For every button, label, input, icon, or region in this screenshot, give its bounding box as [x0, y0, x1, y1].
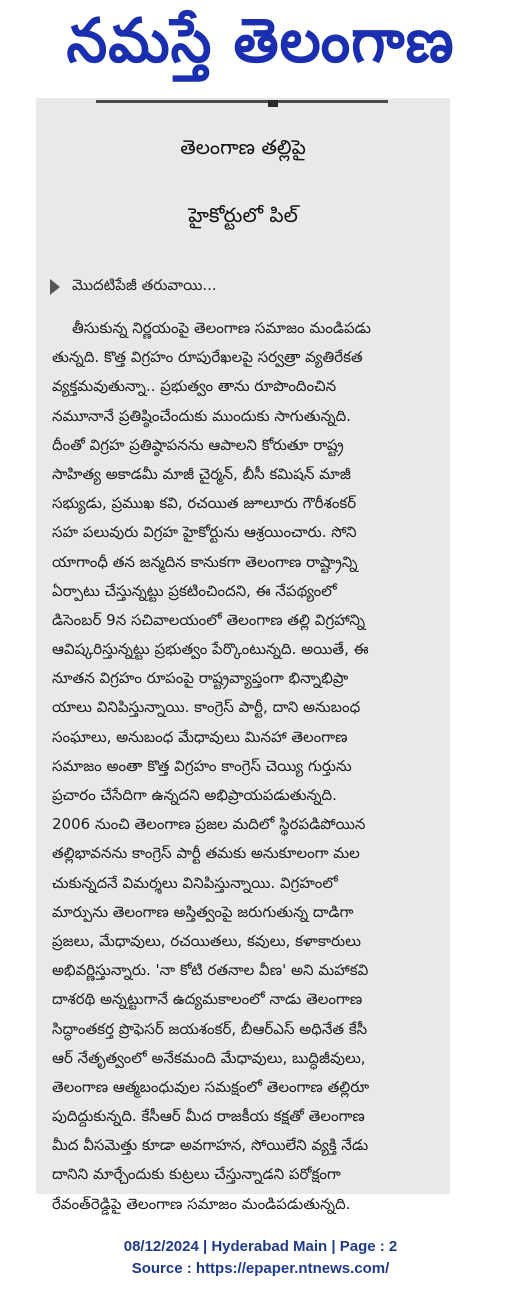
body-line: ప్రచారం చేసేదిగా ఉన్నదని అభిప్రాయపడుతున్నది. — [52, 786, 337, 804]
headline-line-2: హైకోర్టులో పిల్ — [188, 203, 298, 227]
body-line: సిద్ధాంతకర్త ప్రొఫెసర్ జయశంకర్, బీఆర్ఎస్ అధినేత కేసీ — [52, 1019, 368, 1038]
edition-info: 08/12/2024 | Hyderabad Main | Page : 2 — [123, 1238, 398, 1255]
body-line: దీంతో విగ్రహ ప్రతిష్ఠాపనను ఆపాలని కోరుతూ రాష్ట్ర — [52, 435, 344, 454]
source-link[interactable]: Source : https://epaper.ntnews.com/ — [131, 1260, 390, 1277]
article-headline — [36, 112, 450, 248]
body-line: సభ్యుడు, ప్రముఖ కవి, రచయిత జూలూరు గౌరీశంకర్ — [52, 494, 357, 513]
body-line: తున్నది. కొత్త విగ్రహం రూపురేఖలపై సర్వత్రా వ్యతిరేకత — [52, 348, 363, 367]
body-line: రేవంత్‌రెడ్డిపై తెలంగాణ సమాజం మండిపడుతున్నది. — [52, 1194, 351, 1213]
body-line: నూతన విగ్రహం రూపంపై రాష్ట్రవ్యాప్తంగా భిన్నాభిప్రా — [52, 669, 349, 688]
body-line: సహ పలువురు విగ్రహ హైకోర్టును ఆశ్రయించారు. సోని — [52, 523, 357, 542]
article-clipping — [36, 98, 450, 1213]
arrow-right-icon — [50, 279, 60, 295]
body-line: సాహిత్య అకాడమీ మాజీ చైర్మన్, బీసీ కమిషన్ మాజీ — [52, 464, 351, 483]
body-line: నమూనానే ప్రతిష్ఠించేందుకు ముందుకు సాగుతున్నది. — [52, 406, 351, 425]
body-line: సంఘాలు, అనుబంధ మేధావులు మినహా తెలంగాణ — [52, 727, 348, 746]
divider-line — [96, 100, 388, 103]
body-line: చుకున్నదనే విమర్శలు వినిపిస్తున్నాయి. విగ్రహంలో — [52, 873, 338, 892]
body-line: తీసుకున్న నిర్ణయంపై తెలంగాణ సమాజం మండిపడు — [72, 319, 371, 337]
body-line: సమాజం అంతా కొత్త విగ్రహం కాంగ్రెస్ చెయ్యి గుర్తును — [52, 756, 352, 775]
body-line: యాలు వినిపిస్తున్నాయి. కాంగ్రెస్ పార్టీ, దాని అనుబంధ — [52, 698, 361, 717]
continuation-label: మొదటిపేజీ తరువాయి... — [72, 276, 217, 294]
body-line: దాశరథి అన్నట్టుగానే ఉద్యమకాలంలో నాడు తెలంగాణ — [52, 990, 363, 1009]
article-body — [52, 314, 444, 1219]
body-line: 2006 నుంచి తెలంగాణ ప్రజల మదిలో స్థిరపడిపోయిన — [52, 815, 366, 834]
masthead — [0, 0, 521, 96]
body-line: మార్పును తెలంగాణ అస్తిత్వంపై జరుగుతున్న దాడిగా — [52, 902, 354, 921]
newspaper-logo: నమస్తే తెలంగాణ — [66, 4, 455, 76]
body-line: తెలంగాణ ఆత్మబంధువుల సమక్షంలో తెలంగాణ తల్లిరూ — [52, 1077, 370, 1096]
body-line: డిసెంబర్ 9న సచివాలయంలో తెలంగాణ తల్లి విగ్రహాన్ని — [52, 610, 366, 629]
body-line: వ్యక్తమవుతున్నా.. ప్రభుత్వం తాను రూపొందించిన — [52, 377, 337, 396]
page-footer — [0, 1236, 521, 1280]
body-line: పుదిద్దుకున్నది. కేసీఆర్ మీద రాజకీయ కక్షతో తెలంగాణ — [52, 1107, 365, 1126]
body-line: ఏర్పాటు చేస్తున్నట్టు ప్రకటించిందని, ఈ నేపథ్యంలో — [52, 581, 337, 600]
body-line: తల్లిభావనను కాంగ్రెస్ పార్టీ తమకు అనుకూలంగా మల — [52, 844, 360, 863]
body-line: యాగాంధీ తన జన్మదిన కానుకగా తెలంగాణ రాష్ట్రాన్ని — [52, 552, 358, 571]
body-line: ఆర్ నేతృత్వంలో అనేకమంది మేధావులు, బుద్ధిజీవులు, — [52, 1048, 366, 1067]
body-line: ఆవిష్కరిస్తున్నట్టు ప్రభుత్వం పేర్కొంటున్నది. అయితే, ఈ — [52, 640, 369, 659]
divider-notch — [268, 100, 278, 107]
body-line: అభివర్ణిస్తున్నారు. 'నా కోటి రతనాల వీణ' అని మహాకవి — [52, 961, 369, 980]
headline-line-1: తెలంగాణ తల్లిపై — [180, 135, 306, 159]
body-line: ప్రజలు, మేధావులు, రచయితలు, కవులు, కళాకారులు — [52, 931, 361, 950]
body-line: మీద వీసమెత్తు కూడా అవగాహన, సోయిలేని వ్యక్తి నేడు — [52, 1136, 369, 1155]
body-line: దానిని మార్చేందుకు కుట్రలు చేస్తున్నాడని పరోక్షంగా — [52, 1165, 341, 1184]
continuation-marker — [50, 276, 217, 298]
